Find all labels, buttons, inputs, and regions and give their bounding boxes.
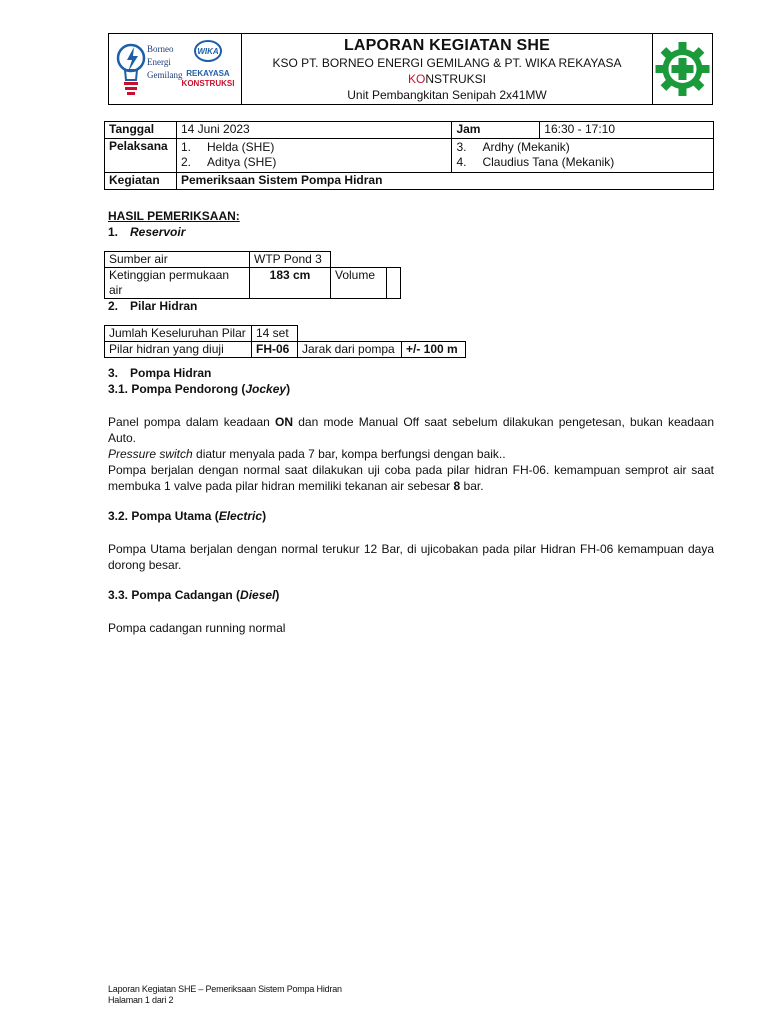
company-line-1: KSO PT. BORNEO ENERGI GEMILANG & PT. WIKA REKAYASA [272, 56, 622, 70]
borneo-wika-logo [109, 34, 242, 104]
jarak-value: +/- 100 m [402, 342, 466, 358]
table-row [105, 139, 714, 173]
activity-info-table [104, 121, 714, 190]
reservoir-table [104, 251, 401, 299]
text-run: Panel pompa dalam keadaan [108, 415, 276, 429]
tanggal-value: 14 Juni 2023 [176, 122, 451, 139]
section-2-heading [108, 299, 197, 313]
diuji-label: Pilar hidran yang diuji [105, 342, 252, 358]
text-run-italic: Pressure switch [108, 447, 193, 461]
sumber-value: WTP Pond 3 [250, 252, 331, 268]
section-number: 2. [108, 299, 119, 313]
list-number: 4. [456, 155, 467, 169]
footer-page-number: Halaman 1 dari 2 [108, 995, 174, 1005]
company-line-2-red: KO [407, 72, 426, 86]
logo-text-konstruksi: KONSTRUKSI [181, 79, 235, 88]
subsection-title: 3.1. Pompa Pendorong ( [108, 382, 246, 396]
section-title: Pompa Hidran [130, 366, 212, 380]
kegiatan-label: Kegiatan [105, 173, 177, 190]
subsection-title: 3.3. Pompa Cadangan ( [108, 588, 241, 602]
subsection-title-end: ) [275, 588, 280, 602]
table-row [105, 268, 401, 299]
document-header [108, 33, 713, 105]
pelaksana-left [176, 139, 451, 173]
safety-cross-gear-icon [653, 34, 712, 104]
subsection-title-italic: Diesel [240, 588, 276, 602]
pelaksana-right [452, 139, 714, 173]
diuji-value: FH-06 [252, 342, 298, 358]
section-number: 1. [108, 225, 119, 239]
paragraph-pompa-utama: Pompa Utama berjalan dengan normal terukur 12 Bar, di ujicobakan pada pilar Hidran FH-06 kemampuan daya dorong besar. [108, 542, 714, 572]
list-number: 3. [456, 140, 467, 154]
list-item [456, 140, 709, 155]
section-3-3-heading [108, 588, 279, 602]
jarak-label: Jarak dari pompa [298, 342, 402, 358]
page-footer [108, 984, 342, 1006]
header-title-block [242, 34, 653, 104]
section-3-1-heading [108, 382, 290, 396]
logo-text-energi: Energi [147, 57, 171, 67]
section-3-2-heading [108, 509, 266, 523]
table-row [105, 173, 714, 190]
paragraph-panel [108, 414, 714, 462]
sumber-label: Sumber air [105, 252, 250, 268]
pelaksana-name: Helda (SHE) [206, 140, 275, 154]
table-row [105, 122, 714, 139]
pelaksana-name: Claudius Tana (Mekanik) [482, 155, 615, 169]
subsection-title-italic: Electric [218, 509, 263, 523]
text-run: dan mode Manual Off saat sebelum dilakukan pengetesan, bukan keadaan Auto. [108, 415, 714, 445]
list-item [181, 140, 447, 155]
subsection-title-end: ) [262, 509, 267, 523]
logo-text-wika: WIKA [197, 47, 219, 56]
list-item [456, 155, 709, 170]
tinggi-label: Ketinggian permukaan air [105, 268, 250, 299]
table-row [105, 326, 466, 342]
table-row [105, 342, 466, 358]
text-run-bold: 8 [453, 479, 461, 493]
paragraph-pompa-cadangan: Pompa cadangan running normal [108, 621, 286, 635]
list-item [181, 155, 447, 170]
hasil-heading: HASIL PEMERIKSAAN: [108, 209, 240, 223]
kegiatan-value: Pemeriksaan Sistem Pompa Hidran [176, 173, 713, 190]
pelaksana-name: Aditya (SHE) [206, 155, 277, 169]
jam-label: Jam [452, 122, 540, 139]
list-number: 2. [180, 155, 191, 169]
company-name-cont [242, 71, 652, 87]
company-line-2-rest: NSTRUKSI [425, 72, 487, 86]
logo-text-gemilang: Gemilang [147, 70, 183, 80]
paragraph-pompa-berjalan [108, 462, 714, 494]
unit-name: Unit Pembangkitan Senipah 2x41MW [347, 88, 547, 102]
section-title: Reservoir [130, 225, 186, 239]
volume-value [387, 268, 401, 299]
volume-label: Volume [331, 268, 387, 299]
logo-text-borneo: Borneo [147, 44, 174, 54]
section-title: Pilar Hidran [130, 299, 198, 313]
jumlah-value: 14 set [252, 326, 298, 342]
text-run: bar. [460, 479, 484, 493]
text-run: diatur menyala pada 7 bar, kompa berfungsi dengan baik.. [192, 447, 506, 461]
logo-text-rekayasa: REKAYASA [186, 69, 230, 78]
text-run: Pompa berjalan dengan normal saat dilakukan uji coba pada pilar hidran FH-06. kemampuan semprot air saat membuka 1 valve pada pilar hidran memiliki tekanan air sebesar [108, 463, 714, 493]
subsection-title-italic: Jockey [245, 382, 287, 396]
section-number: 3. [108, 366, 119, 380]
company-name [242, 55, 652, 71]
empty-cell [298, 326, 466, 342]
pilar-table [104, 325, 466, 358]
section-1-heading [108, 225, 185, 239]
jam-value: 16:30 - 17:10 [540, 122, 714, 139]
company-logos [109, 34, 242, 104]
safety-logo [653, 34, 712, 104]
section-3-heading [108, 366, 211, 380]
subsection-title: 3.2. Pompa Utama ( [108, 509, 219, 523]
empty-cell [331, 252, 401, 268]
page-title: LAPORAN KEGIATAN SHE [343, 37, 551, 54]
table-row [105, 252, 401, 268]
jumlah-label: Jumlah Keseluruhan Pilar [105, 326, 252, 342]
pelaksana-label: Pelaksana [105, 139, 177, 173]
subsection-title-end: ) [286, 382, 291, 396]
tinggi-value: 183 cm [250, 268, 331, 299]
pelaksana-name: Ardhy (Mekanik) [482, 140, 570, 154]
footer-title: Laporan Kegiatan SHE – Pemeriksaan Sistem Pompa Hidran [108, 984, 342, 994]
list-number: 1. [180, 140, 191, 154]
tanggal-label: Tanggal [105, 122, 177, 139]
text-run-bold: ON [275, 415, 294, 429]
